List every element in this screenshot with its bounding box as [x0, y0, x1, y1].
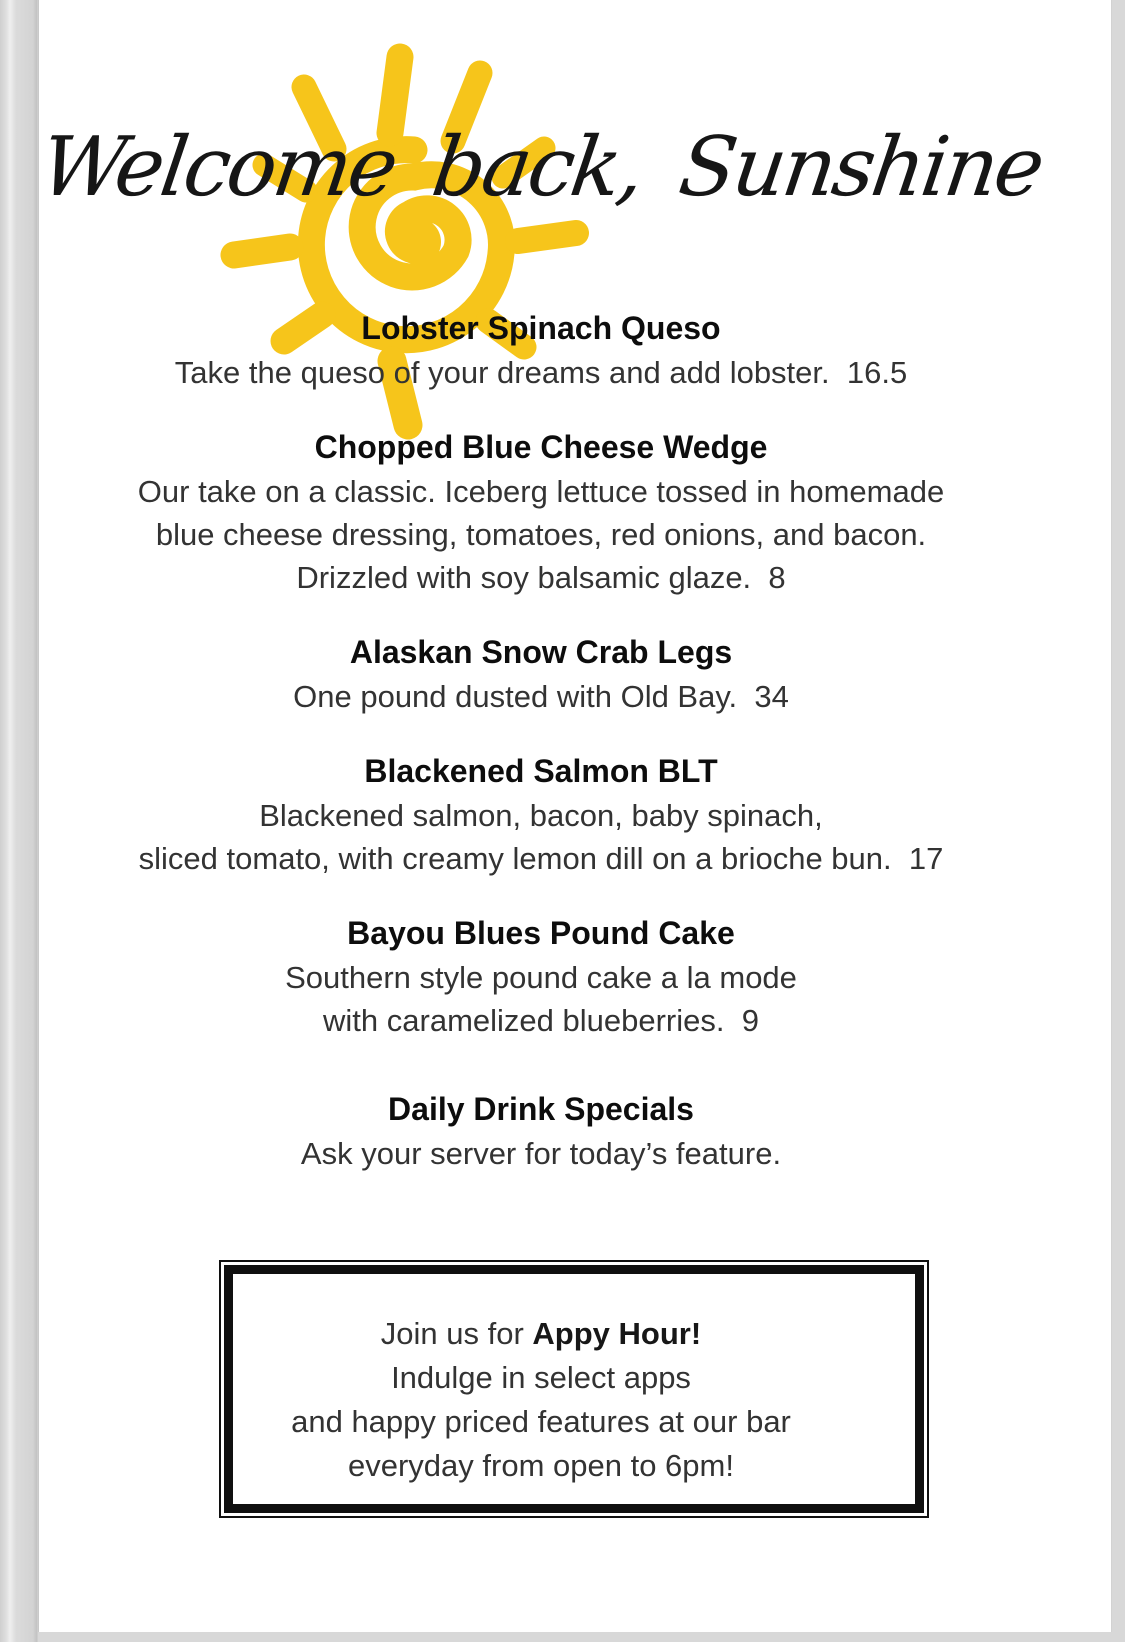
menu-section-daily-drink-specials: [39, 1086, 1043, 1175]
menu-section-bayou-blues-pound-cake: [39, 910, 1043, 1042]
menu-item-title: Alaskan Snow Crab Legs: [349, 634, 733, 670]
appy-hour-line-prefix: Join us for: [380, 1316, 533, 1351]
welcome-script-headline: Welcome back, Sunshine: [34, 120, 1048, 215]
appy-hour-line: [233, 1312, 849, 1356]
menu-section-chopped-blue-cheese-wedge: [39, 424, 1043, 599]
appy-hour-callout-inner: [224, 1265, 924, 1513]
menu-item-description: blue cheese dressing, tomatoes, red onions, and bacon.: [155, 517, 927, 552]
menu-list: [39, 305, 1043, 1175]
appy-hour-line: everyday from open to 6pm!: [348, 1448, 734, 1483]
menu-item-description: Ask your server for today’s feature.: [300, 1136, 782, 1171]
menu-item-description: Our take on a classic. Iceberg lettuce tossed in homemade: [137, 474, 945, 509]
menu-item-description: Drizzled with soy balsamic glaze. 8: [296, 560, 786, 595]
menu-section-blackened-salmon-blt: [39, 748, 1043, 880]
menu-section-alaskan-snow-crab-legs: [39, 629, 1043, 718]
menu-item-title: Bayou Blues Pound Cake: [347, 915, 735, 951]
appy-hour-line-bold: Appy Hour!: [532, 1316, 702, 1351]
menu-item-description: sliced tomato, with creamy lemon dill on a brioche bun. 17: [138, 841, 944, 876]
appy-hour-line: Indulge in select apps: [391, 1360, 691, 1395]
menu-item-title: Daily Drink Specials: [388, 1091, 694, 1127]
appy-hour-callout-box: [219, 1260, 929, 1518]
menu-item-title: Lobster Spinach Queso: [361, 310, 721, 346]
menu-item-title: Chopped Blue Cheese Wedge: [314, 429, 768, 465]
menu-item-description: One pound dusted with Old Bay. 34: [293, 679, 789, 714]
menu-item-description: Blackened salmon, bacon, baby spinach,: [259, 798, 823, 833]
appy-hour-line: and happy priced features at our bar: [291, 1404, 791, 1439]
sun-ray: [518, 233, 576, 241]
menu-section-lobster-spinach-queso: [39, 305, 1043, 394]
menu-item-description: with caramelized blueberries. 9: [323, 1003, 759, 1038]
menu-page: [34, 0, 1112, 1632]
menu-item-description: Southern style pound cake a la mode: [285, 960, 797, 995]
menu-item-description: Take the queso of your dreams and add lobster. 16.5: [174, 355, 908, 390]
menu-item-title: Blackened Salmon BLT: [364, 753, 718, 789]
sun-ray: [234, 247, 290, 255]
